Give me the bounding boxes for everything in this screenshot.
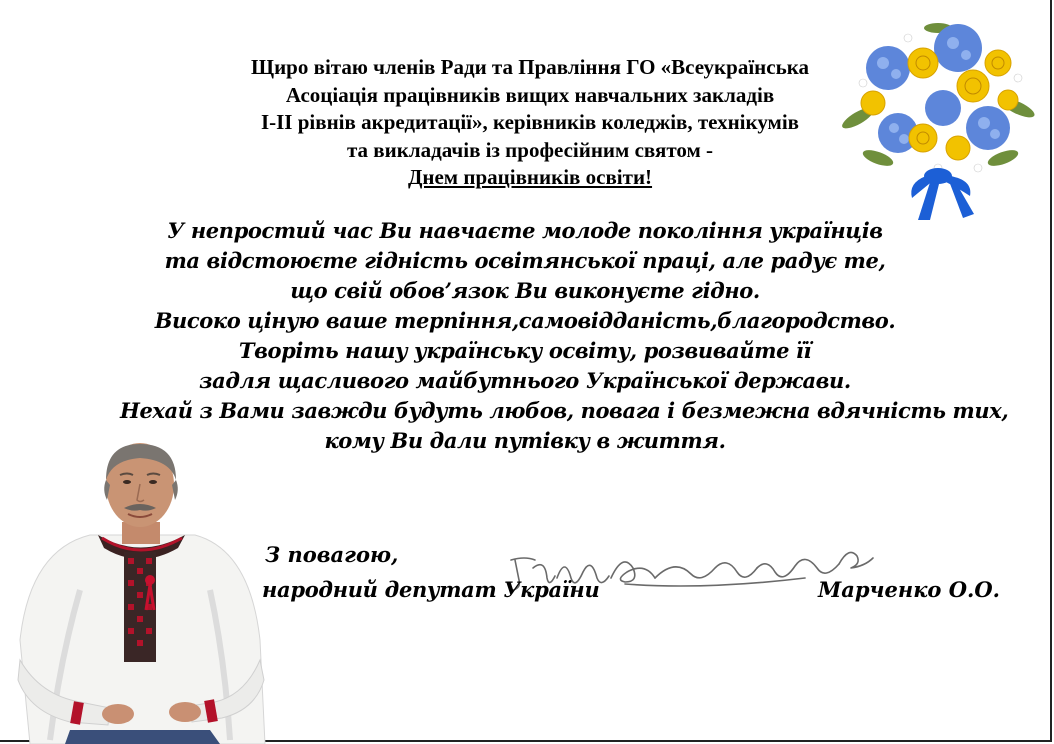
body-line-8: кому Ви дали путівку в життя. [324,428,726,453]
body-line-1: У непростий час Ви навчаєте молоде покоління українців [167,218,883,243]
body-line-2: та відстоюєте гідність освітянської праці, але радує те, [164,248,886,273]
body-line-6: задля щасливого майбутнього Української держави. [199,368,851,393]
header-line-4: та викладачів із професійним святом - [346,137,714,162]
signature-role: народний депутат України [262,577,600,602]
header-line-2: Асоціація працівників вищих навчальних закладів [285,82,775,107]
signature-greeting: З повагою, [265,542,399,567]
portrait-photo [10,440,270,744]
body-line-3: що свій обов’язок Ви виконуєте гідно. [290,278,760,303]
body-line-4: Високо ціную ваше терпіння,самовідданість,благородство. [154,308,896,333]
header-line-1: Щиро вітаю членів Ради та Правління ГО «Всеукраїнська [251,55,809,79]
header-line-3: І-ІІ рівнів акредитації», керівників коледжів, технікумів [260,110,800,134]
signature-name: Марченко О.О. [818,577,1000,602]
greeting-body [120,216,1009,456]
body-line-7: Нехай з Вами завжди будуть любов, повага і безмежна вдячність тих, [120,398,1009,423]
holiday-name: Днем працівників освіти! [407,165,653,189]
greeting-header [180,54,880,192]
body-line-5: Творіть нашу українську освіту, розвивайте її [238,338,812,363]
